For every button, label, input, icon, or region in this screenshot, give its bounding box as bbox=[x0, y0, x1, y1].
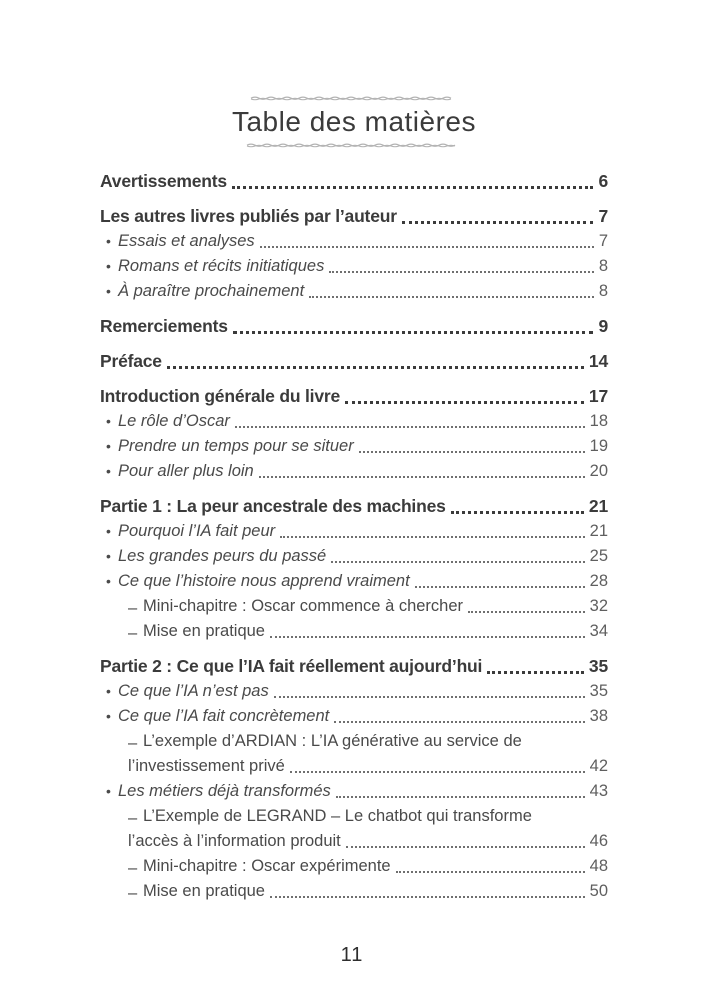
page-number: 8 bbox=[598, 282, 608, 300]
toc-entry-label: Ce que l’histoire nous apprend vraiment bbox=[118, 572, 410, 590]
dot-leader bbox=[280, 536, 584, 538]
toc-entry-line bbox=[100, 878, 608, 903]
toc-entry-label: Mini-chapitre : Oscar expérimente bbox=[143, 857, 391, 875]
toc-entry-label: Remerciements bbox=[100, 316, 228, 336]
dot-leader bbox=[334, 721, 584, 723]
dot-leader bbox=[259, 476, 585, 478]
page-number: 20 bbox=[589, 462, 608, 480]
page-number: 46 bbox=[589, 832, 608, 850]
toc-entry bbox=[100, 728, 608, 778]
bullet-marker: • bbox=[106, 573, 111, 589]
page-number: 35 bbox=[588, 656, 608, 676]
page-number: 32 bbox=[589, 597, 608, 615]
dash-marker: – bbox=[128, 884, 138, 902]
dot-leader bbox=[415, 586, 585, 588]
page-number: 21 bbox=[589, 522, 608, 540]
dot-leader bbox=[235, 426, 585, 428]
toc-entry-line bbox=[100, 253, 608, 278]
toc-entry-label: Préface bbox=[100, 351, 162, 371]
toc-entry-line bbox=[100, 433, 608, 458]
toc-entry-label: Pour aller plus loin bbox=[118, 462, 254, 480]
squiggle-line-graphic bbox=[246, 141, 462, 150]
toc-entry-line bbox=[100, 653, 608, 678]
toc-entry bbox=[100, 878, 608, 903]
dot-leader bbox=[468, 611, 585, 613]
page-title: Table des matières bbox=[231, 106, 476, 137]
toc-entry-line bbox=[100, 593, 608, 618]
toc-entry-line bbox=[100, 753, 608, 778]
toc-entry bbox=[100, 618, 608, 643]
dash-marker: – bbox=[128, 599, 138, 617]
toc-entry-line bbox=[100, 168, 608, 193]
toc-entry bbox=[100, 383, 608, 408]
dot-leader bbox=[359, 451, 585, 453]
dot-leader bbox=[396, 871, 585, 873]
toc-entry bbox=[100, 853, 608, 878]
dot-leader bbox=[345, 401, 584, 404]
toc-entry-line bbox=[100, 383, 608, 408]
toc-entry-line bbox=[100, 778, 608, 803]
table-of-contents bbox=[100, 168, 608, 903]
toc-entry bbox=[100, 203, 608, 228]
toc-entry-label-continued: l’accès à l’information produit bbox=[128, 832, 341, 850]
toc-entry bbox=[100, 168, 608, 193]
page-number: 8 bbox=[598, 257, 608, 275]
bullet-marker: • bbox=[106, 523, 111, 539]
page-number: 25 bbox=[589, 547, 608, 565]
bullet-marker: • bbox=[106, 783, 111, 799]
dash-marker: – bbox=[128, 859, 138, 877]
toc-entry-line bbox=[100, 568, 608, 593]
toc-entry-label: Prendre un temps pour se situer bbox=[118, 437, 354, 455]
dash-marker: – bbox=[128, 809, 138, 827]
dot-leader bbox=[270, 636, 585, 638]
page-number: 18 bbox=[589, 412, 608, 430]
toc-entry-label: Avertissements bbox=[100, 171, 227, 191]
dash-marker: – bbox=[128, 624, 138, 642]
toc-header bbox=[100, 94, 608, 150]
page-number: 42 bbox=[589, 757, 608, 775]
toc-entry-line bbox=[100, 728, 608, 753]
toc-entry-line bbox=[100, 228, 608, 253]
bullet-marker: • bbox=[106, 258, 111, 274]
page-number: 6 bbox=[598, 171, 608, 191]
toc-entry-label: Partie 1 : La peur ancestrale des machines bbox=[100, 496, 446, 516]
page-number: 50 bbox=[589, 882, 608, 900]
page-number: 35 bbox=[589, 682, 608, 700]
dot-leader bbox=[232, 186, 594, 189]
page-number-footer: 11 bbox=[340, 944, 364, 966]
page-number: 28 bbox=[589, 572, 608, 590]
toc-entry bbox=[100, 253, 608, 278]
toc-entry bbox=[100, 278, 608, 303]
toc-entry bbox=[100, 543, 608, 568]
toc-entry bbox=[100, 568, 608, 593]
page-number: 14 bbox=[588, 351, 608, 371]
toc-entry bbox=[100, 593, 608, 618]
dot-leader bbox=[270, 896, 585, 898]
dot-leader bbox=[233, 331, 594, 334]
toc-entry-label: Pourquoi l’IA fait peur bbox=[118, 522, 276, 540]
bullet-marker: • bbox=[106, 413, 111, 429]
squiggle-line-graphic bbox=[250, 94, 458, 103]
bullet-marker: • bbox=[106, 233, 111, 249]
dot-leader bbox=[167, 366, 584, 369]
toc-entry bbox=[100, 348, 608, 373]
page-number: 19 bbox=[589, 437, 608, 455]
toc-entry-label: Partie 2 : Ce que l’IA fait réellement aujourd’hui bbox=[100, 656, 483, 676]
toc-entry-label: L’Exemple de LEGRAND – Le chatbot qui transforme bbox=[143, 807, 532, 825]
toc-entry-label: L’exemple d’ARDIAN : L’IA générative au service de bbox=[143, 732, 522, 750]
toc-entry-label: Romans et récits initiatiques bbox=[118, 257, 325, 275]
dot-leader bbox=[260, 246, 594, 248]
bullet-marker: • bbox=[106, 683, 111, 699]
page-number: 43 bbox=[589, 782, 608, 800]
toc-entry-label: Mise en pratique bbox=[143, 622, 265, 640]
toc-entry bbox=[100, 678, 608, 703]
dot-leader bbox=[346, 846, 585, 848]
toc-entry-label: À paraître prochainement bbox=[118, 282, 305, 300]
dot-leader bbox=[309, 296, 594, 298]
toc-entry-line bbox=[100, 203, 608, 228]
bullet-marker: • bbox=[106, 548, 111, 564]
toc-entry-label: Ce que l’IA n’est pas bbox=[118, 682, 269, 700]
toc-entry-line bbox=[100, 703, 608, 728]
toc-entry-line bbox=[100, 278, 608, 303]
dot-leader bbox=[329, 271, 593, 273]
bullet-marker: • bbox=[106, 708, 111, 724]
bullet-marker: • bbox=[106, 463, 111, 479]
toc-entry-line bbox=[100, 493, 608, 518]
toc-entry bbox=[100, 458, 608, 483]
page-number: 34 bbox=[589, 622, 608, 640]
toc-entry-line bbox=[100, 408, 608, 433]
page-number: 9 bbox=[598, 316, 608, 336]
page-number: 38 bbox=[589, 707, 608, 725]
toc-entry-line bbox=[100, 678, 608, 703]
dot-leader bbox=[451, 511, 584, 514]
toc-entry-label-continued: l’investissement privé bbox=[128, 757, 285, 775]
bullet-marker: • bbox=[106, 438, 111, 454]
title-decoration-bottom bbox=[100, 141, 608, 150]
toc-entry-label: Essais et analyses bbox=[118, 232, 255, 250]
toc-entry-line bbox=[100, 828, 608, 853]
dot-leader bbox=[274, 696, 585, 698]
toc-entry bbox=[100, 313, 608, 338]
toc-entry-label: Les métiers déjà transformés bbox=[118, 782, 331, 800]
bullet-marker: • bbox=[106, 283, 111, 299]
dot-leader bbox=[487, 671, 584, 674]
toc-entry-line bbox=[100, 458, 608, 483]
page-number: 7 bbox=[598, 232, 608, 250]
toc-entry-line bbox=[100, 803, 608, 828]
toc-entry-label: Mise en pratique bbox=[143, 882, 265, 900]
toc-entry-line bbox=[100, 543, 608, 568]
toc-entry bbox=[100, 778, 608, 803]
page-number: 48 bbox=[589, 857, 608, 875]
toc-entry bbox=[100, 803, 608, 853]
toc-entry bbox=[100, 703, 608, 728]
toc-entry bbox=[100, 228, 608, 253]
dot-leader bbox=[402, 221, 594, 224]
page-number: 7 bbox=[598, 206, 608, 226]
dot-leader bbox=[331, 561, 584, 563]
dash-marker: – bbox=[128, 734, 138, 752]
book-page bbox=[100, 94, 608, 903]
toc-entry-label: Les autres livres publiés par l’auteur bbox=[100, 206, 397, 226]
toc-entry-label: Le rôle d’Oscar bbox=[118, 412, 230, 430]
toc-entry bbox=[100, 518, 608, 543]
toc-entry-line bbox=[100, 348, 608, 373]
page-number: 17 bbox=[588, 386, 608, 406]
dot-leader bbox=[336, 796, 585, 798]
title-decoration-top bbox=[100, 94, 608, 103]
toc-entry-label: Mini-chapitre : Oscar commence à chercher bbox=[143, 597, 464, 615]
toc-entry bbox=[100, 653, 608, 678]
toc-entry bbox=[100, 493, 608, 518]
toc-entry-label: Introduction générale du livre bbox=[100, 386, 341, 406]
toc-entry-line bbox=[100, 518, 608, 543]
dot-leader bbox=[290, 771, 585, 773]
toc-entry-label: Les grandes peurs du passé bbox=[118, 547, 327, 565]
toc-entry-line bbox=[100, 618, 608, 643]
toc-entry-line bbox=[100, 313, 608, 338]
toc-entry-label: Ce que l’IA fait concrètement bbox=[118, 707, 330, 725]
page-number: 21 bbox=[588, 496, 608, 516]
toc-entry-line bbox=[100, 853, 608, 878]
toc-entry bbox=[100, 408, 608, 433]
toc-entry bbox=[100, 433, 608, 458]
